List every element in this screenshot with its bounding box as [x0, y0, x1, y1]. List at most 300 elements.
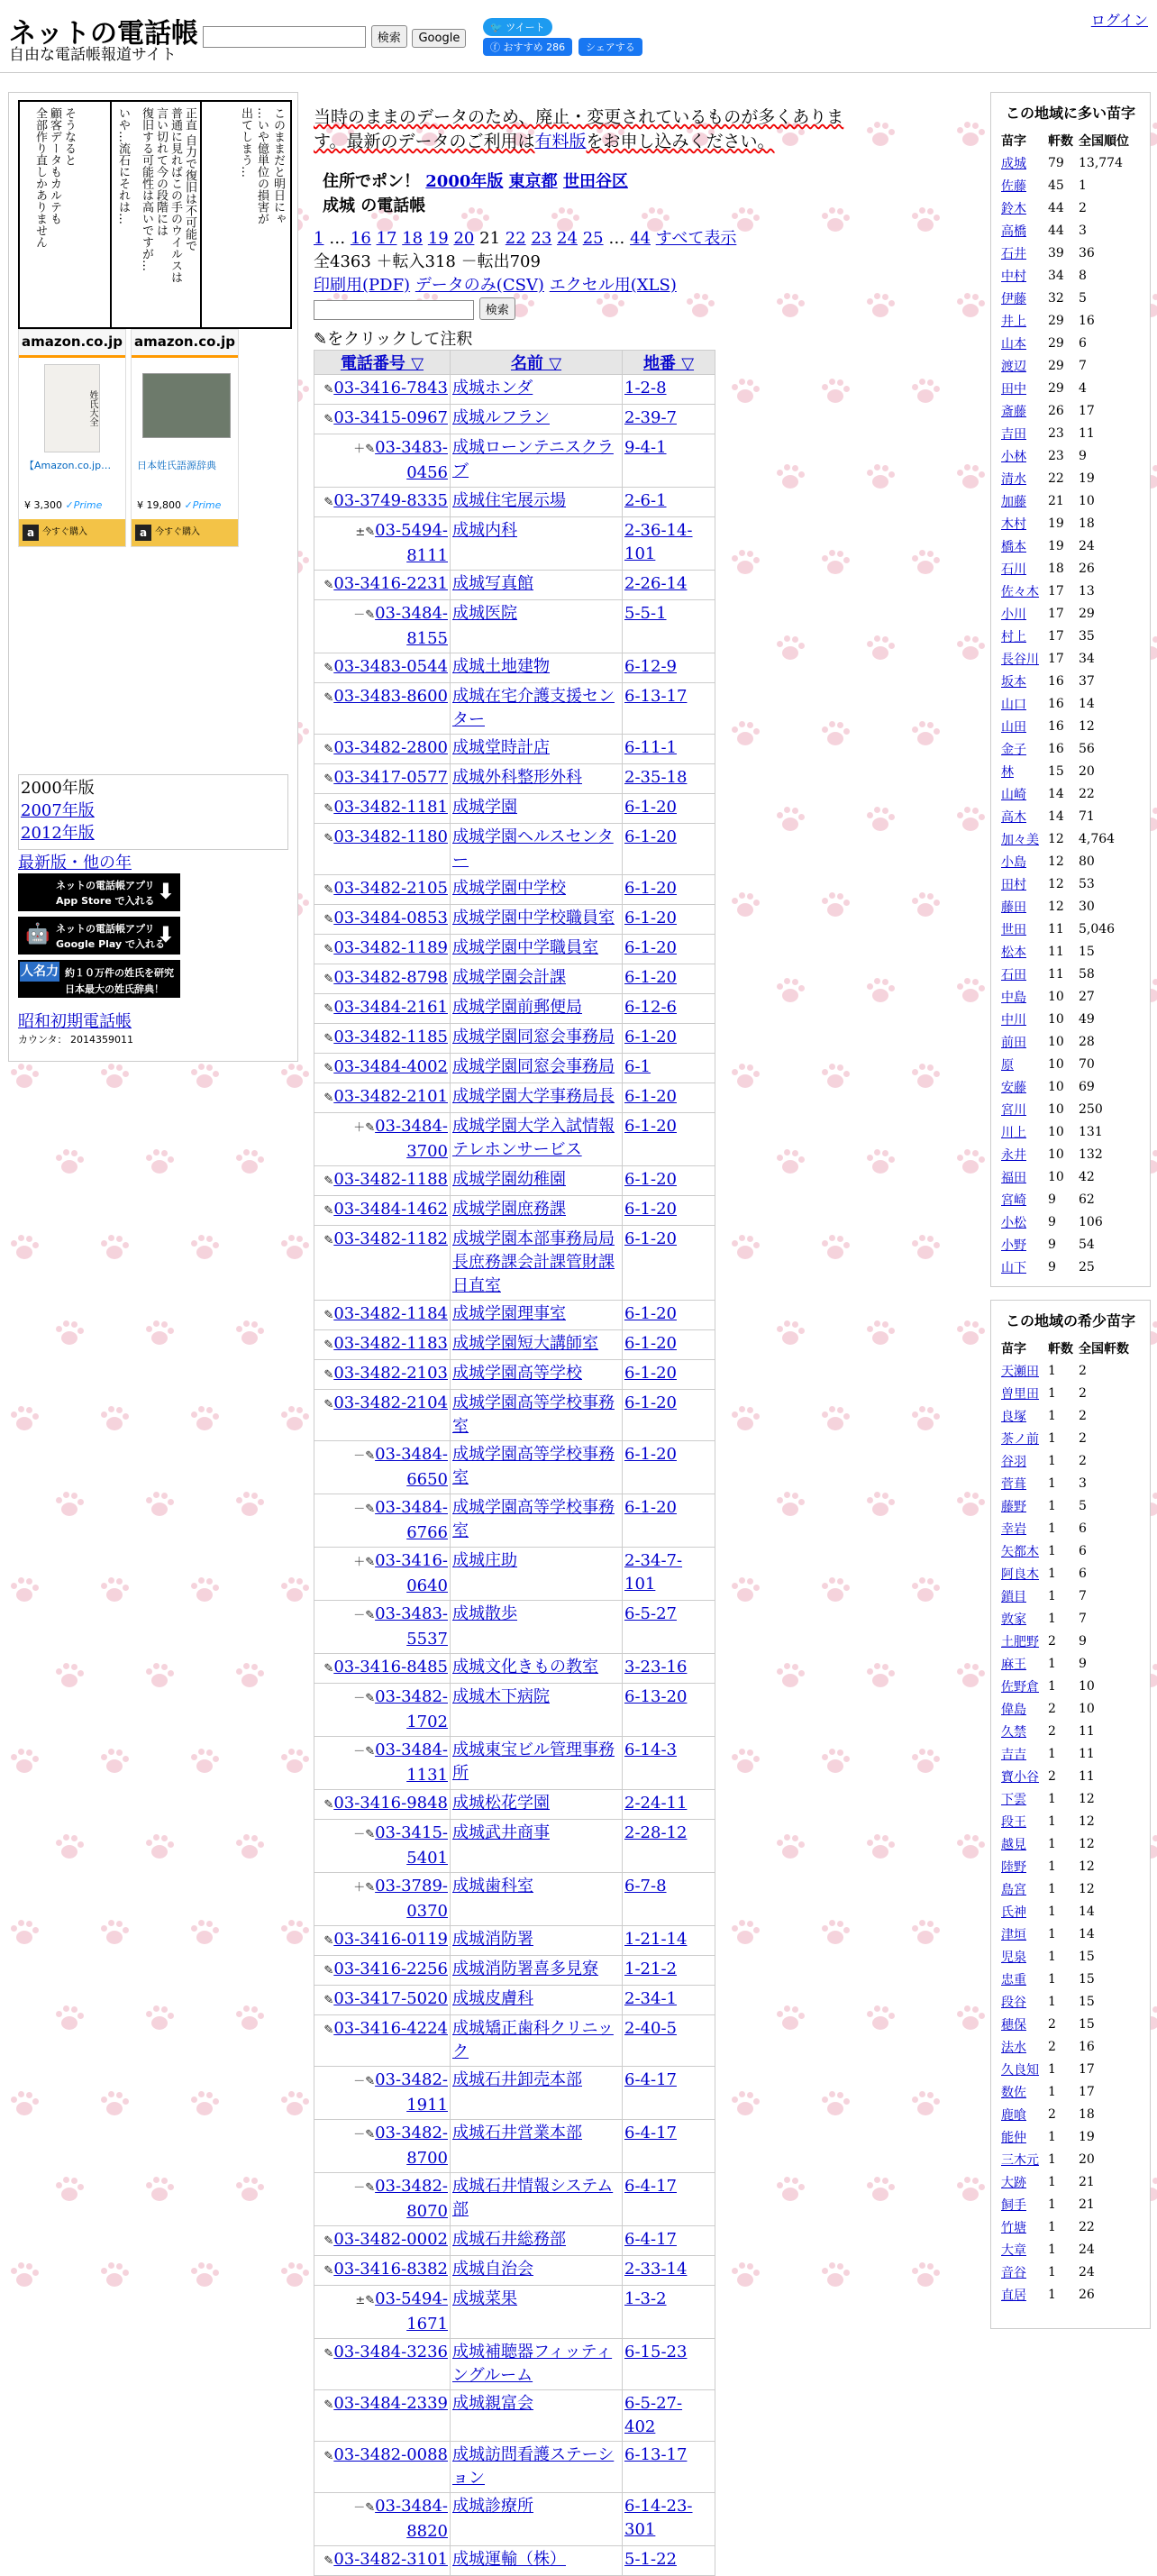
surname-link[interactable]: 良塚 — [1001, 1409, 1026, 1424]
phone-link[interactable]: 03-3482-0088 — [333, 2445, 448, 2464]
annotate-icon[interactable]: －✎ — [353, 2181, 376, 2195]
address-link[interactable]: 6-1-20 — [624, 1304, 677, 1323]
name-link[interactable]: 成城石井総務部 — [452, 2230, 566, 2249]
phone-link[interactable]: 03-3482-2104 — [333, 1393, 448, 1412]
phone-link[interactable]: 03-3416-0119 — [333, 1930, 448, 1949]
address-link[interactable]: 2-35-18 — [624, 768, 688, 787]
surname-link[interactable]: 山下 — [1001, 1260, 1026, 1275]
address-link[interactable]: 6-1-20 — [624, 1087, 677, 1106]
annotate-icon[interactable]: －✎ — [353, 1692, 376, 1705]
name-link[interactable]: 成城訪問看護ステーション — [452, 2445, 615, 2488]
annotate-icon[interactable]: ✎ — [323, 1174, 334, 1188]
phone-link[interactable]: 03-3484-2339 — [333, 2394, 448, 2413]
surname-link[interactable]: 小林 — [1001, 449, 1026, 464]
address-link[interactable]: 2-34-1 — [624, 1989, 677, 2008]
annotate-icon[interactable]: －✎ — [353, 608, 376, 622]
product-name[interactable]: 日本姓氏語源辞典 — [137, 460, 216, 471]
annotate-icon[interactable]: ✎ — [323, 2234, 334, 2248]
phone-link[interactable]: 03-3482-2800 — [333, 738, 448, 757]
address-link[interactable]: 6-1-20 — [624, 1334, 677, 1353]
surname-link[interactable]: 穂保 — [1001, 2017, 1026, 2032]
product-name[interactable]: 【Amazon.co.jp… — [24, 460, 112, 471]
surname-link[interactable]: 山田 — [1001, 719, 1026, 735]
annotate-icon[interactable]: －✎ — [353, 1503, 376, 1516]
phone-link[interactable]: 03-3484-1462 — [333, 1200, 448, 1219]
surname-link[interactable]: 曽里田 — [1001, 1386, 1039, 1402]
annotate-icon[interactable]: ✎ — [323, 2554, 334, 2568]
address-link[interactable]: 6-5-27-402 — [624, 2394, 683, 2436]
surname-link[interactable]: 鈴木 — [1001, 201, 1026, 216]
name-link[interactable]: 成城写真館 — [452, 574, 533, 593]
address-link[interactable]: 6-1-20 — [624, 1028, 677, 1046]
surname-link[interactable]: 能仲 — [1001, 2130, 1026, 2145]
surname-link[interactable]: 世田 — [1001, 922, 1026, 937]
surname-link[interactable]: 島宮 — [1001, 1882, 1026, 1897]
surname-link[interactable]: 中村 — [1001, 269, 1026, 284]
name-link[interactable]: 成城学園前郵便局 — [452, 998, 582, 1017]
annotate-icon[interactable]: ✎ — [323, 579, 334, 592]
phone-link[interactable]: 03-3482-1185 — [333, 1028, 448, 1046]
name-link[interactable]: 成城ローンテニスクラブ — [452, 438, 614, 480]
google-play-badge[interactable]: 🤖 ネットの電話帳アプリ Google Play で入れる ⬇ — [18, 917, 180, 955]
phone-link[interactable]: 03-3484-8155 — [375, 604, 448, 648]
annotate-icon[interactable]: ✎ — [323, 2347, 334, 2361]
surname-link[interactable]: 鹿喰 — [1001, 2107, 1026, 2123]
surname-link[interactable]: 松本 — [1001, 945, 1026, 960]
phone-link[interactable]: 03-3484-1131 — [375, 1740, 448, 1785]
name-link[interactable]: 成城親富会 — [452, 2394, 533, 2413]
address-link[interactable]: 6-1-20 — [624, 1200, 677, 1219]
address-link[interactable]: 6-13-17 — [624, 2445, 688, 2464]
surname-link[interactable]: 法水 — [1001, 2040, 1026, 2055]
name-link[interactable]: 成城武井商事 — [452, 1823, 550, 1842]
surname-link[interactable]: 数佐 — [1001, 2085, 1026, 2100]
address-link[interactable]: 6-1-20 — [624, 909, 677, 927]
address-link[interactable]: 6-1-20 — [624, 1229, 677, 1248]
phone-link[interactable]: 03-3417-0577 — [333, 768, 448, 787]
address-link[interactable]: 6-14-3 — [624, 1740, 677, 1759]
surname-link[interactable]: 井上 — [1001, 314, 1026, 329]
name-link[interactable]: 成城学園大学入試情報テレホンサービス — [452, 1117, 615, 1159]
annotate-icon[interactable]: ✎ — [323, 802, 334, 816]
page-link[interactable]: 25 — [582, 229, 604, 248]
surname-link[interactable]: 吉田 — [1001, 426, 1026, 442]
surname-link[interactable]: 宮崎 — [1001, 1192, 1026, 1208]
surname-link[interactable]: 木村 — [1001, 516, 1026, 532]
annotate-icon[interactable]: ✎ — [323, 943, 334, 956]
paid-version-link[interactable]: 有料版 — [534, 132, 587, 151]
address-link[interactable]: 6-1-20 — [624, 968, 677, 987]
name-link[interactable]: 成城学園会計課 — [452, 968, 566, 987]
annotate-icon[interactable]: ✎ — [323, 2264, 334, 2278]
surname-link[interactable]: 久良知 — [1001, 2062, 1039, 2078]
breadcrumb-year[interactable]: 2000年版 — [425, 172, 504, 191]
breadcrumb-city[interactable]: 世田谷区 — [562, 172, 628, 191]
name-link[interactable]: 成城歯科室 — [452, 1877, 533, 1895]
header-search-button[interactable]: 検索 — [371, 25, 407, 48]
surname-link[interactable]: 高橋 — [1001, 224, 1026, 239]
surname-link[interactable]: 竹塘 — [1001, 2220, 1026, 2235]
surname-link[interactable]: 前田 — [1001, 1035, 1026, 1050]
name-link[interactable]: 成城文化きもの教室 — [452, 1658, 598, 1676]
annotate-icon[interactable]: －✎ — [353, 2128, 376, 2142]
phone-link[interactable]: 03-5494-1671 — [375, 2289, 448, 2334]
name-link[interactable]: 成城学園高等学校事務室 — [452, 1393, 615, 1436]
surname-link[interactable]: 児泉 — [1001, 1950, 1026, 1965]
annotate-icon[interactable]: ✎ — [323, 832, 334, 845]
surname-link[interactable]: 土肥野 — [1001, 1634, 1039, 1649]
surname-link[interactable]: 菅葺 — [1001, 1476, 1026, 1492]
annotate-icon[interactable]: ✎ — [323, 1309, 334, 1322]
surname-link[interactable]: 金子 — [1001, 742, 1026, 757]
column-header-phone[interactable]: 電話番号 ▽ — [314, 351, 451, 375]
phone-link[interactable]: 03-3483-0544 — [333, 657, 448, 676]
phone-link[interactable]: 03-3482-8070 — [375, 2177, 448, 2221]
surname-link[interactable]: 忠重 — [1001, 1972, 1026, 1987]
address-link[interactable]: 6-1 — [624, 1057, 651, 1076]
surname-link[interactable]: 石田 — [1001, 967, 1026, 982]
annotate-icon[interactable]: ✎ — [323, 1662, 334, 1676]
phone-link[interactable]: 03-3482-1188 — [333, 1170, 448, 1189]
phone-link[interactable]: 03-3482-8700 — [375, 2124, 448, 2168]
address-link[interactable]: 6-1-20 — [624, 1393, 677, 1412]
surname-link[interactable]: 橋本 — [1001, 539, 1026, 554]
name-link[interactable]: 成城学園中学校 — [452, 879, 566, 898]
surname-link[interactable]: 安藤 — [1001, 1080, 1026, 1095]
phone-link[interactable]: 03-3416-7843 — [333, 379, 448, 397]
surname-link[interactable]: 段王 — [1001, 1814, 1026, 1830]
name-link[interactable]: 成城庄助 — [452, 1551, 517, 1570]
annotate-icon[interactable]: －✎ — [353, 1449, 376, 1463]
header-search-input[interactable] — [203, 26, 366, 48]
surname-link[interactable]: 福田 — [1001, 1170, 1026, 1185]
surname-link[interactable]: 敦家 — [1001, 1612, 1026, 1627]
annotate-icon[interactable]: ✎ — [323, 1368, 334, 1382]
page-link[interactable]: 19 — [427, 229, 449, 248]
annotate-icon[interactable]: ✎ — [323, 1934, 334, 1948]
annotate-icon[interactable]: ✎ — [323, 1204, 334, 1218]
surname-link[interactable]: 藤田 — [1001, 900, 1026, 915]
annotate-icon[interactable]: ＋✎ — [353, 1881, 376, 1895]
amazon-ad-2[interactable] — [131, 329, 239, 547]
address-link[interactable]: 6-1-20 — [624, 827, 677, 846]
surname-link[interactable]: 阿良木 — [1001, 1567, 1039, 1582]
annotate-icon[interactable]: ＋✎ — [353, 443, 376, 456]
address-link[interactable]: 6-1-20 — [624, 1364, 677, 1383]
site-title[interactable]: ネットの電話帳 — [9, 18, 198, 50]
surname-link[interactable]: 林 — [1001, 764, 1014, 780]
surname-link[interactable]: 川上 — [1001, 1125, 1026, 1140]
address-link[interactable]: 6-1-20 — [624, 1445, 677, 1464]
showa-directory-link[interactable]: 昭和初期電話帳 — [18, 1012, 132, 1031]
annotate-icon[interactable]: ＋✎ — [353, 1121, 376, 1135]
page-link[interactable]: 24 — [557, 229, 578, 248]
surname-link[interactable]: 高木 — [1001, 809, 1026, 825]
phone-link[interactable]: 03-3482-8798 — [333, 968, 448, 987]
surname-link[interactable]: 鎖目 — [1001, 1589, 1026, 1604]
address-link[interactable]: 6-1-20 — [624, 879, 677, 898]
page-link[interactable]: 23 — [531, 229, 552, 248]
phone-link[interactable]: 03-3482-2105 — [333, 879, 448, 898]
surname-link[interactable]: 佐藤 — [1001, 178, 1026, 194]
phone-link[interactable]: 03-3483-8600 — [333, 687, 448, 706]
page-link[interactable]: 17 — [376, 229, 397, 248]
surname-link[interactable]: 津垣 — [1001, 1927, 1026, 1942]
name-link[interactable]: 成城学園同窓会事務局 — [452, 1028, 615, 1046]
address-link[interactable]: 2-33-14 — [624, 2260, 688, 2279]
address-link[interactable]: 2-26-14 — [624, 574, 688, 593]
name-link[interactable]: 成城内科 — [452, 521, 517, 540]
surname-link[interactable]: 加々美 — [1001, 832, 1039, 847]
year-link-2012[interactable]: 2012年版 — [21, 824, 95, 843]
phone-link[interactable]: 03-3416-8382 — [333, 2260, 448, 2279]
address-link[interactable]: 6-5-27 — [624, 1604, 677, 1623]
address-link[interactable]: 2-36-14-101 — [624, 521, 693, 563]
annotate-icon[interactable]: －✎ — [353, 1745, 376, 1758]
address-link[interactable]: 6-4-17 — [624, 2070, 677, 2089]
page-link[interactable]: 18 — [402, 229, 424, 248]
login-link[interactable]: ログイン — [1090, 12, 1148, 29]
surname-link[interactable]: 矢都木 — [1001, 1544, 1039, 1559]
phone-link[interactable]: 03-3482-1184 — [333, 1304, 448, 1323]
annotate-icon[interactable]: －✎ — [353, 1828, 376, 1841]
phone-link[interactable]: 03-3483-5537 — [375, 1604, 448, 1649]
name-link[interactable]: 成城堂時計店 — [452, 738, 550, 757]
address-link[interactable]: 6-7-8 — [624, 1877, 667, 1895]
annotate-icon[interactable]: －✎ — [353, 2501, 376, 2515]
surname-link[interactable]: 谷羽 — [1001, 1454, 1026, 1469]
name-link[interactable]: 成城土地建物 — [452, 657, 550, 676]
annotate-icon[interactable]: ＋✎ — [353, 1556, 376, 1569]
phone-link[interactable]: 03-3416-9848 — [333, 1794, 448, 1813]
surname-link[interactable]: 原 — [1001, 1057, 1014, 1073]
surname-link[interactable]: 三木元 — [1001, 2152, 1039, 2168]
name-link[interactable]: 成城住宅展示場 — [452, 491, 566, 510]
address-link[interactable]: 2-24-11 — [624, 1794, 688, 1813]
name-link[interactable]: 成城東宝ビル管理事務所 — [452, 1740, 615, 1783]
phone-link[interactable]: 03-3749-8335 — [333, 491, 448, 510]
name-link[interactable]: 成城学園庶務課 — [452, 1200, 566, 1219]
annotate-icon[interactable]: ✎ — [323, 1398, 334, 1411]
table-search-input[interactable] — [314, 300, 474, 320]
surname-link[interactable]: 山本 — [1001, 336, 1026, 352]
address-link[interactable]: 6-4-17 — [624, 2124, 677, 2142]
surname-link[interactable]: 石川 — [1001, 562, 1026, 577]
name-link[interactable]: 成城学園大学事務局長 — [452, 1087, 615, 1106]
surname-link[interactable]: 氏神 — [1001, 1905, 1026, 1920]
annotate-icon[interactable]: ✎ — [323, 496, 334, 509]
address-link[interactable]: 2-39-7 — [624, 408, 677, 427]
name-link[interactable]: 成城診療所 — [452, 2497, 533, 2516]
annotate-icon[interactable]: ✎ — [323, 662, 334, 675]
surname-link[interactable]: 山口 — [1001, 697, 1026, 712]
address-link[interactable]: 6-12-6 — [624, 998, 677, 1017]
surname-link[interactable]: 寶小谷 — [1001, 1769, 1039, 1785]
address-link[interactable]: 3-23-16 — [624, 1658, 688, 1676]
surname-link[interactable]: 斎藤 — [1001, 404, 1026, 419]
phone-link[interactable]: 03-3482-1189 — [333, 938, 448, 957]
annotate-icon[interactable]: ✎ — [323, 383, 334, 397]
annotate-icon[interactable]: ✎ — [323, 413, 334, 426]
phone-link[interactable]: 03-3416-4224 — [333, 2019, 448, 2038]
name-link[interactable]: 成城補聴器フィッティングルーム — [452, 2343, 613, 2385]
address-link[interactable]: 6-4-17 — [624, 2230, 677, 2249]
column-header-name[interactable]: 名前 ▽ — [451, 351, 623, 375]
surname-link[interactable]: 清水 — [1001, 471, 1026, 487]
surname-link[interactable]: 直居 — [1001, 2288, 1026, 2303]
address-link[interactable]: 2-40-5 — [624, 2019, 677, 2038]
name-link[interactable]: 成城石井情報システム部 — [452, 2177, 614, 2219]
phone-link[interactable]: 03-3482-1702 — [375, 1687, 448, 1731]
phone-link[interactable]: 03-3416-0640 — [375, 1551, 448, 1595]
surname-link[interactable]: 麻王 — [1001, 1657, 1026, 1672]
address-link[interactable]: 2-34-7-101 — [624, 1551, 683, 1594]
surname-link[interactable]: 村上 — [1001, 629, 1026, 644]
latest-version-link[interactable]: 最新版・他の年 — [18, 854, 132, 872]
surname-link[interactable]: 加藤 — [1001, 494, 1026, 509]
annotate-icon[interactable]: ✎ — [323, 1062, 334, 1075]
address-link[interactable]: 6-13-20 — [624, 1687, 688, 1706]
surname-link[interactable]: 永井 — [1001, 1147, 1026, 1163]
surname-link[interactable]: 佐々木 — [1001, 584, 1039, 599]
tweet-button[interactable]: 🐦 ツイート — [483, 18, 552, 36]
name-link[interactable]: 成城運輸（株） — [452, 2550, 566, 2569]
name-link[interactable]: 成城木下病院 — [452, 1687, 550, 1706]
address-link[interactable]: 5-5-1 — [624, 604, 667, 623]
surname-link[interactable]: 久禁 — [1001, 1724, 1026, 1740]
name-link[interactable]: 成城消防署 — [452, 1930, 533, 1949]
address-link[interactable]: 6-1-20 — [624, 1498, 677, 1517]
jinmeiryoku-banner[interactable]: 人名力 約１０万件の姓氏を研究 日本最大の姓氏辞典！ — [18, 960, 180, 998]
name-link[interactable]: 成城自治会 — [452, 2260, 533, 2279]
phone-link[interactable]: 03-3484-6766 — [375, 1498, 448, 1542]
surname-link[interactable]: 小野 — [1001, 1238, 1026, 1253]
surname-link[interactable]: 幸岩 — [1001, 1521, 1026, 1537]
download-csv-link[interactable]: データのみ(CSV) — [415, 276, 544, 295]
address-link[interactable]: 1-21-14 — [624, 1930, 688, 1949]
phone-link[interactable]: 03-3483-0456 — [375, 438, 448, 482]
annotate-icon[interactable]: ✎ — [323, 2450, 334, 2463]
page-link[interactable]: 1 — [314, 229, 324, 248]
column-header-address[interactable]: 地番 ▽ — [623, 351, 715, 375]
address-link[interactable]: 6-12-9 — [624, 657, 677, 676]
surname-link[interactable]: 成城 — [1001, 156, 1026, 171]
surname-link[interactable]: 偉島 — [1001, 1702, 1026, 1717]
address-link[interactable]: 6-13-17 — [624, 687, 688, 706]
annotate-icon[interactable]: ✎ — [323, 1092, 334, 1105]
phone-link[interactable]: 03-3484-2161 — [333, 998, 448, 1017]
phone-link[interactable]: 03-3484-6650 — [375, 1445, 448, 1489]
name-link[interactable]: 成城石井卸売本部 — [452, 2070, 582, 2089]
phone-link[interactable]: 03-3484-3236 — [333, 2343, 448, 2361]
phone-link[interactable]: 03-3789-0370 — [375, 1877, 448, 1921]
annotate-icon[interactable]: ✎ — [323, 1234, 334, 1247]
download-pdf-link[interactable]: 印刷用(PDF) — [314, 276, 411, 295]
surname-link[interactable]: 小島 — [1001, 854, 1026, 870]
address-link[interactable]: 6-15-23 — [624, 2343, 688, 2361]
address-link[interactable]: 6-11-1 — [624, 738, 677, 757]
address-link[interactable]: 1-2-8 — [624, 379, 667, 397]
annotate-icon[interactable]: ✎ — [323, 883, 334, 897]
phone-link[interactable]: 03-3416-8485 — [333, 1658, 448, 1676]
surname-link[interactable]: 坂本 — [1001, 674, 1026, 690]
phone-link[interactable]: 03-5494-8111 — [375, 521, 448, 565]
name-link[interactable]: 成城学園理事室 — [452, 1304, 566, 1323]
name-link[interactable]: 成城石井営業本部 — [452, 2124, 582, 2142]
name-link[interactable]: 成城学園中学校職員室 — [452, 909, 615, 927]
annotate-icon[interactable]: ✎ — [323, 1002, 334, 1016]
fb-share-button[interactable]: シェアする — [578, 38, 642, 56]
surname-link[interactable]: 大跡 — [1001, 2175, 1026, 2190]
phone-link[interactable]: 03-3482-0002 — [333, 2230, 448, 2249]
google-search-button[interactable]: Google — [412, 29, 466, 48]
year-link-2007[interactable]: 2007年版 — [21, 801, 95, 820]
phone-link[interactable]: 03-3482-1911 — [375, 2070, 448, 2115]
page-link[interactable]: 20 — [453, 229, 475, 248]
surname-link[interactable]: 佐野倉 — [1001, 1679, 1039, 1694]
surname-link[interactable]: 天瀬田 — [1001, 1364, 1039, 1379]
annotate-icon[interactable]: ✎ — [323, 1798, 334, 1812]
annotate-icon[interactable]: ±✎ — [355, 2294, 376, 2307]
annotate-icon[interactable]: ✎ — [323, 1994, 334, 2007]
surname-link[interactable]: 山崎 — [1001, 787, 1026, 802]
breadcrumb-prefecture[interactable]: 東京都 — [508, 172, 558, 191]
annotate-icon[interactable]: ✎ — [323, 772, 334, 786]
surname-link[interactable]: 田中 — [1001, 381, 1026, 397]
name-link[interactable]: 成城松花学園 — [452, 1794, 550, 1813]
name-link[interactable]: 成城学園ヘルスセンター — [452, 827, 614, 870]
name-link[interactable]: 成城学園短大講師室 — [452, 1334, 598, 1353]
phone-link[interactable]: 03-3482-1180 — [333, 827, 448, 846]
address-link[interactable]: 9-4-1 — [624, 438, 667, 457]
amazon-ad-1[interactable] — [18, 329, 126, 547]
fb-like-button[interactable]: ⓕ おすすめ 286 — [483, 38, 572, 56]
surname-link[interactable]: 宮川 — [1001, 1102, 1026, 1118]
phone-link[interactable]: 03-3484-4002 — [333, 1057, 448, 1076]
phone-link[interactable]: 03-3484-8820 — [375, 2497, 448, 2541]
phone-link[interactable]: 03-3484-0853 — [333, 909, 448, 927]
phone-link[interactable]: 03-3416-2231 — [333, 574, 448, 593]
phone-link[interactable]: 03-3482-2101 — [333, 1087, 448, 1106]
table-search-button[interactable]: 検索 — [479, 297, 515, 320]
page-link[interactable]: すべて表示 — [655, 229, 737, 248]
phone-link[interactable]: 03-3415-5401 — [375, 1823, 448, 1868]
address-link[interactable]: 6-1-20 — [624, 798, 677, 817]
buy-now-button[interactable]: a 今すぐ購入 — [132, 519, 238, 546]
surname-link[interactable]: 藤野 — [1001, 1499, 1026, 1514]
name-link[interactable]: 成城学園 — [452, 798, 517, 817]
address-link[interactable]: 6-14-23-301 — [624, 2497, 693, 2539]
annotate-icon[interactable]: ✎ — [323, 973, 334, 986]
surname-link[interactable]: 中川 — [1001, 1012, 1026, 1028]
name-link[interactable]: 成城学園本部事務局局長庶務課会計課管財課日直室 — [452, 1229, 615, 1295]
name-link[interactable]: 成城皮膚科 — [452, 1989, 533, 2008]
phone-link[interactable]: 03-3482-1181 — [333, 798, 448, 817]
annotate-icon[interactable]: －✎ — [353, 1609, 376, 1622]
surname-link[interactable]: 渡辺 — [1001, 359, 1026, 374]
surname-link[interactable]: 下雲 — [1001, 1792, 1026, 1807]
surname-link[interactable]: 小川 — [1001, 607, 1026, 622]
name-link[interactable]: 成城在宅介護支援センター — [452, 687, 615, 729]
phone-link[interactable]: 03-3416-2256 — [333, 1959, 448, 1978]
surname-link[interactable]: 飼手 — [1001, 2197, 1026, 2213]
name-link[interactable]: 成城学園高等学校 — [452, 1364, 582, 1383]
manga-ad[interactable] — [18, 100, 292, 329]
name-link[interactable]: 成城学園幼稚園 — [452, 1170, 566, 1189]
annotate-icon[interactable]: ✎ — [323, 691, 334, 705]
address-link[interactable]: 6-1-20 — [624, 1170, 677, 1189]
surname-link[interactable]: 小松 — [1001, 1215, 1026, 1230]
